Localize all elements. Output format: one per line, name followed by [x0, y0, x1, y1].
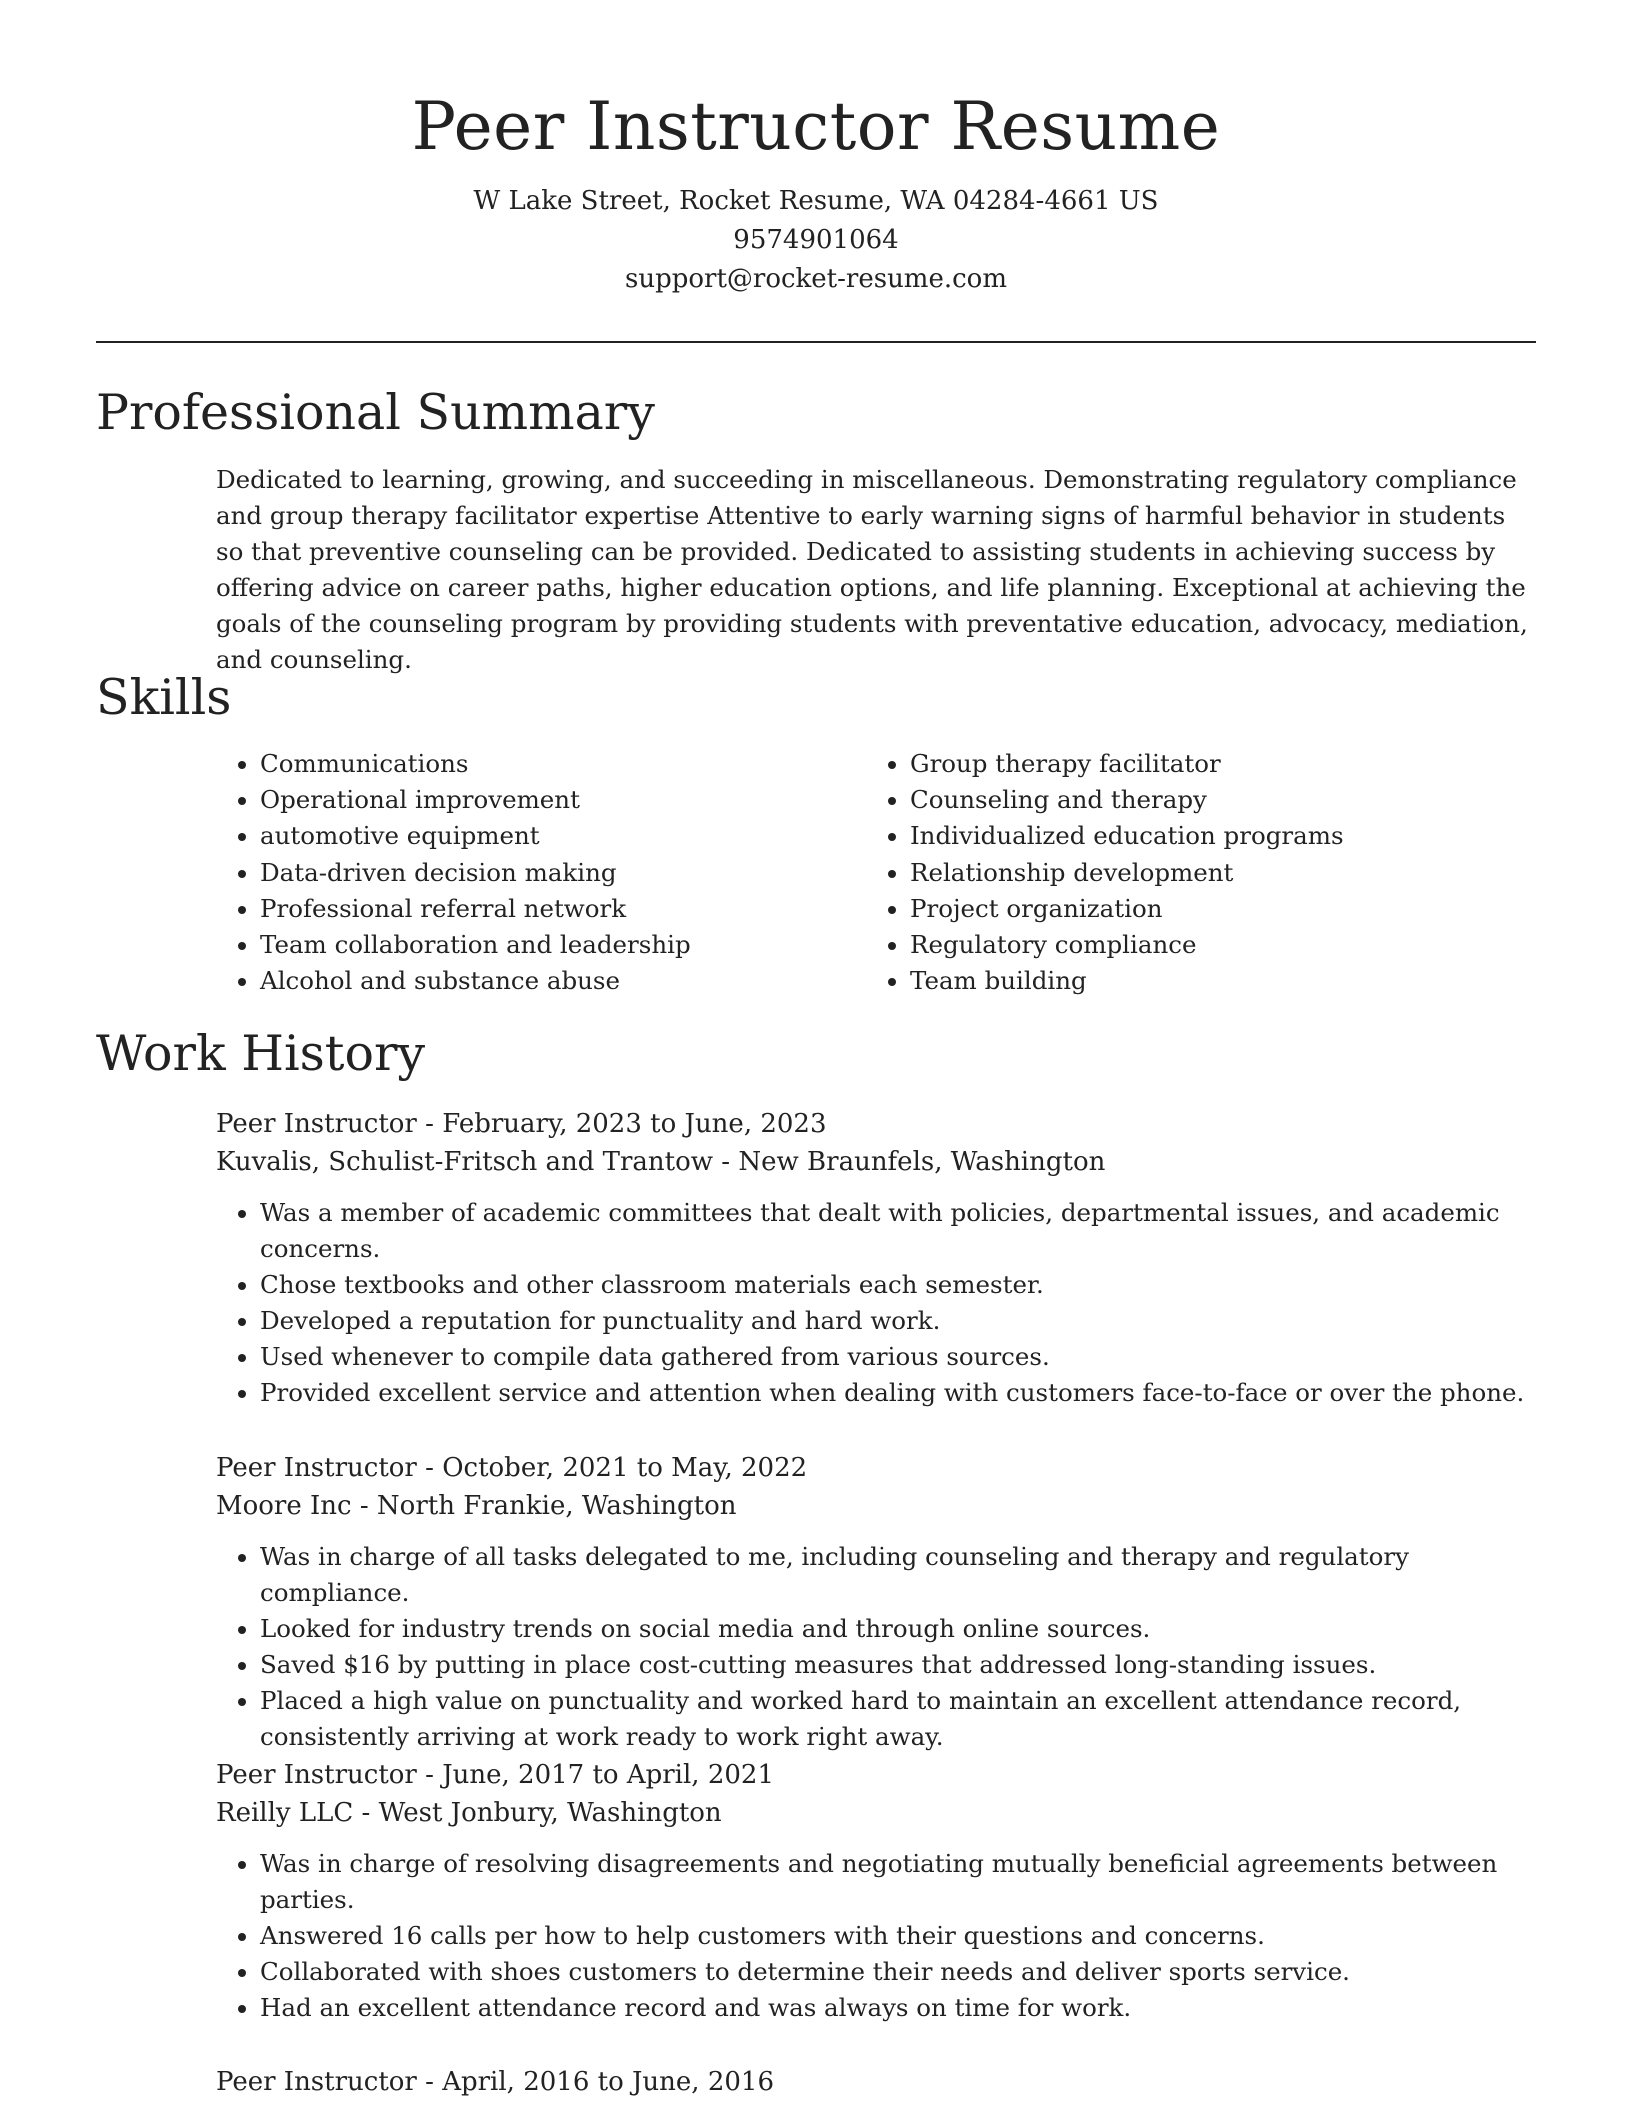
job-role: Peer Instructor — [216, 1760, 417, 1790]
phone: 9574901064 — [733, 225, 899, 255]
job-role: Peer Instructor — [216, 1109, 417, 1139]
job-bullet: • Saved $16 by putting in place cost-cutting measures that addressed long-standing issues. — [260, 1647, 1536, 1683]
job-company: Kuvalis, Schulist-Fritsch and Trantow — [216, 1147, 714, 1177]
job-location: West Jonbury, Washington — [378, 1798, 722, 1828]
job-bullet: • Developed a reputation for punctuality and hard work. — [260, 1303, 1536, 1339]
job-entry — [216, 2063, 1536, 2101]
job-title-line: Peer Instructor - February, 2023 to June, 2023 — [216, 1109, 827, 1139]
skill-item: • Operational improvement — [260, 782, 860, 818]
job-company-line: Moore Inc - North Frankie, Washington — [216, 1491, 737, 1521]
job-bullet: • Answered 16 calls per how to help customers with their questions and concerns. — [260, 1918, 1536, 1954]
skills-heading: Skills — [96, 669, 232, 726]
skill-item: • Project organization — [910, 891, 1510, 927]
skill-item: • Data-driven decision making — [260, 855, 860, 891]
job-bullet: • Was a member of academic committees that dealt with policies, departmental issues, and academic concerns. — [260, 1195, 1536, 1267]
summary-heading: Professional Summary — [96, 384, 655, 441]
skill-item: • automotive equipment — [260, 818, 860, 854]
work-history-heading: Work History — [96, 1025, 426, 1082]
job-bullet: • Provided excellent service and attention when dealing with customers face-to-face or over the phone. — [260, 1375, 1536, 1411]
job-dates: October, 2021 to May, 2022 — [442, 1453, 808, 1483]
skill-item: • Communications — [260, 746, 860, 782]
skill-item: • Group therapy facilitator — [910, 746, 1510, 782]
skill-item: • Regulatory compliance — [910, 927, 1510, 963]
address: W Lake Street, Rocket Resume, WA 04284-4661 US — [473, 186, 1159, 216]
job-location: North Frankie, Washington — [376, 1491, 737, 1521]
job-title-line: Peer Instructor - June, 2017 to April, 2021 — [216, 1760, 775, 1790]
job-company: Reilly LLC — [216, 1798, 354, 1828]
skills-list-right — [866, 746, 1510, 999]
job-role: Peer Instructor — [216, 2067, 417, 2097]
job-entry — [216, 1449, 1536, 1755]
job-bullet: • Placed a high value on punctuality and worked hard to maintain an excellent attendance record, consistently arriving at work ready to work right away. — [260, 1683, 1536, 1755]
resume-header — [0, 82, 1632, 299]
job-role: Peer Instructor — [216, 1453, 417, 1483]
contact-block — [0, 182, 1632, 299]
job-bullets — [216, 1539, 1536, 1755]
job-title-line: Peer Instructor - October, 2021 to May, 2022 — [216, 1453, 808, 1483]
skill-item: • Alcohol and substance abuse — [260, 963, 860, 999]
skills-list-left — [216, 746, 860, 999]
email: support@rocket-resume.com — [624, 264, 1007, 294]
job-bullet: • Was in charge of all tasks delegated to me, including counseling and therapy and regulatory compliance. — [260, 1539, 1536, 1611]
job-bullet: • Was in charge of resolving disagreements and negotiating mutually beneficial agreements between parties. — [260, 1846, 1536, 1918]
skill-item: • Counseling and therapy — [910, 782, 1510, 818]
job-bullet: • Collaborated with shoes customers to determine their needs and deliver sports service. — [260, 1954, 1536, 1990]
header-divider — [96, 341, 1536, 343]
job-bullet: • Had an excellent attendance record and was always on time for work. — [260, 1990, 1536, 2026]
job-bullet: • Looked for industry trends on social media and through online sources. — [260, 1611, 1536, 1647]
job-dates: February, 2023 to June, 2023 — [442, 1109, 827, 1139]
job-location: New Braunfels, Washington — [738, 1147, 1106, 1177]
skill-item: • Individualized education programs — [910, 818, 1510, 854]
job-company-line: Reilly LLC - West Jonbury, Washington — [216, 1798, 722, 1828]
skill-item: • Relationship development — [910, 855, 1510, 891]
job-company-line: Kuvalis, Schulist-Fritsch and Trantow - New Braunfels, Washington — [216, 1147, 1106, 1177]
job-dates: April, 2016 to June, 2016 — [442, 2067, 775, 2097]
job-entry — [216, 1105, 1536, 1411]
skill-item: • Professional referral network — [260, 891, 860, 927]
resume-title: Peer Instructor Resume — [411, 88, 1221, 165]
job-entry — [216, 1756, 1536, 2026]
job-company: Moore Inc — [216, 1491, 352, 1521]
job-dates: June, 2017 to April, 2021 — [442, 1760, 775, 1790]
summary-text: Dedicated to learning, growing, and succeeding in miscellaneous. Demonstrating regulatory compliance and group therapy facilitator expertise Attentive to early warning signs of harmful behavior in students so that preventive counseling can be provided. Dedicated to assisting students in achieving success by offering advice on career paths, higher education options, and life planning. Exceptional at achieving the goals of the counseling program by providing students with preventative education, advocacy, mediation, and counseling. — [216, 465, 1528, 674]
skill-item: • Team building — [910, 963, 1510, 999]
job-bullet: • Used whenever to compile data gathered from various sources. — [260, 1339, 1536, 1375]
skills-columns — [216, 746, 1536, 999]
job-bullets — [216, 1846, 1536, 2026]
job-bullets — [216, 1195, 1536, 1411]
job-bullet: • Chose textbooks and other classroom materials each semester. — [260, 1267, 1536, 1303]
skill-item: • Team collaboration and leadership — [260, 927, 860, 963]
job-title-line: Peer Instructor - April, 2016 to June, 2016 — [216, 2067, 775, 2097]
